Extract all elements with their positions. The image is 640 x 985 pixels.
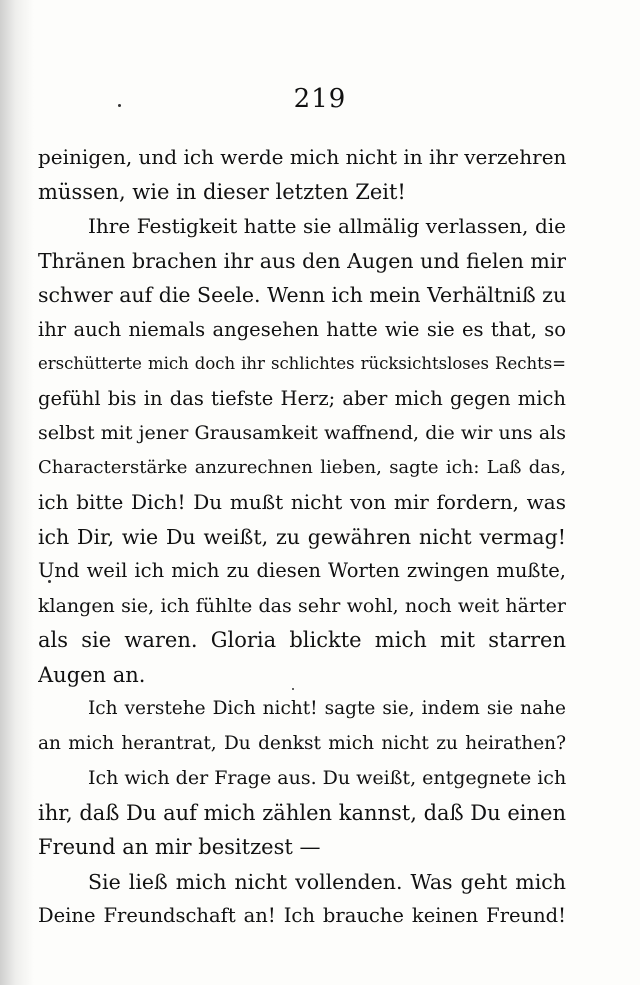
text-line: gefühl bis in das tiefste Herz; aber mich gegen mich	[38, 386, 566, 410]
text-line: ihr, daß Du auf mich zählen kannst, daß Du einen	[38, 800, 566, 825]
page-number: 219	[293, 84, 347, 114]
text-line: Deine Freundschaft an! Ich brauche keinen Freund!	[38, 904, 566, 927]
text-line: an mich herantrat, Du denkst mich nicht zu heirathen?	[38, 732, 566, 754]
page-edge-shadow	[0, 0, 34, 985]
text-line: peinigen, und ich werde mich nicht in ihr verzehren	[38, 145, 566, 169]
text-line: erschütterte mich doch ihr schlichtes rücksichtsloses Rechts=	[38, 354, 566, 373]
text-line: Ich verstehe Dich nicht! sagte sie, indem sie nahe	[88, 698, 566, 719]
text-line: als sie waren. Gloria blickte mich mit starren	[38, 628, 566, 652]
body-text	[38, 140, 566, 934]
text-line: klangen sie, ich fühlte das sehr wohl, noch weit härter	[38, 594, 566, 617]
text-line: Sie ließ mich nicht vollenden. Was geht mich	[88, 869, 566, 894]
text-line: ich Dir, wie Du weißt, zu gewähren nicht vermag!	[38, 524, 566, 549]
text-line: müssen, wie in dieser letzten Zeit!	[38, 179, 406, 204]
text-line: Augen an.	[38, 662, 146, 687]
text-line: ich bitte Dich! Du mußt nicht von mir fordern, was	[38, 490, 566, 514]
text-line: Ich wich der Frage aus. Du weißt, entgegnete ich	[88, 767, 566, 789]
text-line: Ihre Festigkeit hatte sie allmälig verlassen, die	[88, 214, 566, 238]
text-line: schwer auf die Seele. Wenn ich mein Verhältniß zu	[38, 283, 566, 307]
text-line: Characterstärke anzurechnen lieben, sagte ich: Laß das,	[38, 456, 566, 478]
text-line: ihr auch niemals angesehen hatte wie sie es that, so	[38, 317, 566, 341]
text-line: Freund an mir besitzest —	[38, 835, 321, 859]
text-line: Und weil ich mich zu diesen Worten zwingen mußte,	[38, 559, 566, 582]
text-line: selbst mit jener Grausamkeit waffnend, die wir uns als	[38, 422, 566, 444]
text-line: Thränen brachen ihr aus den Augen und fielen mir	[38, 248, 566, 273]
